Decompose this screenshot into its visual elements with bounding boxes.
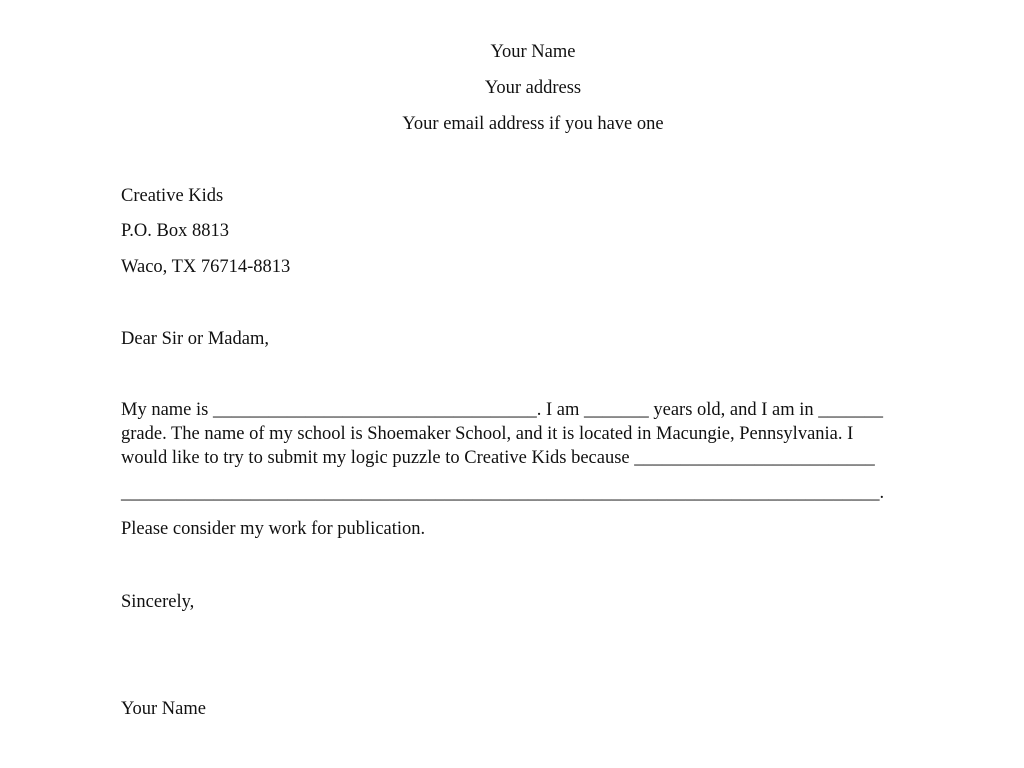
letter-body (121, 398, 951, 541)
body-line-1: My name is ___________________________________. I am _______ years old, and I am in _______ (121, 400, 884, 420)
closing: Sincerely, (121, 592, 195, 612)
salutation: Dear Sir or Madam, (121, 329, 269, 349)
signature-name: Your Name (121, 699, 206, 719)
recipient-city-state-zip: Waco, TX 76714-8813 (121, 257, 291, 277)
recipient-po-box: P.O. Box 8813 (121, 221, 229, 241)
body-line-2: grade. The name of my school is Shoemaker School, and it is located in Macungie, Pennsylvania. I (121, 424, 854, 444)
body-line-3: would like to try to submit my logic puzzle to Creative Kids because __________________________ (121, 448, 875, 468)
body-line-4: __________________________________________________________________________________. (121, 483, 885, 503)
sender-name: Your Name (490, 42, 576, 62)
sender-address: Your address (484, 78, 582, 98)
recipient-organization: Creative Kids (121, 186, 224, 206)
sender-email: Your email address if you have one (402, 114, 664, 134)
body-line-5: Please consider my work for publication. (121, 519, 426, 539)
